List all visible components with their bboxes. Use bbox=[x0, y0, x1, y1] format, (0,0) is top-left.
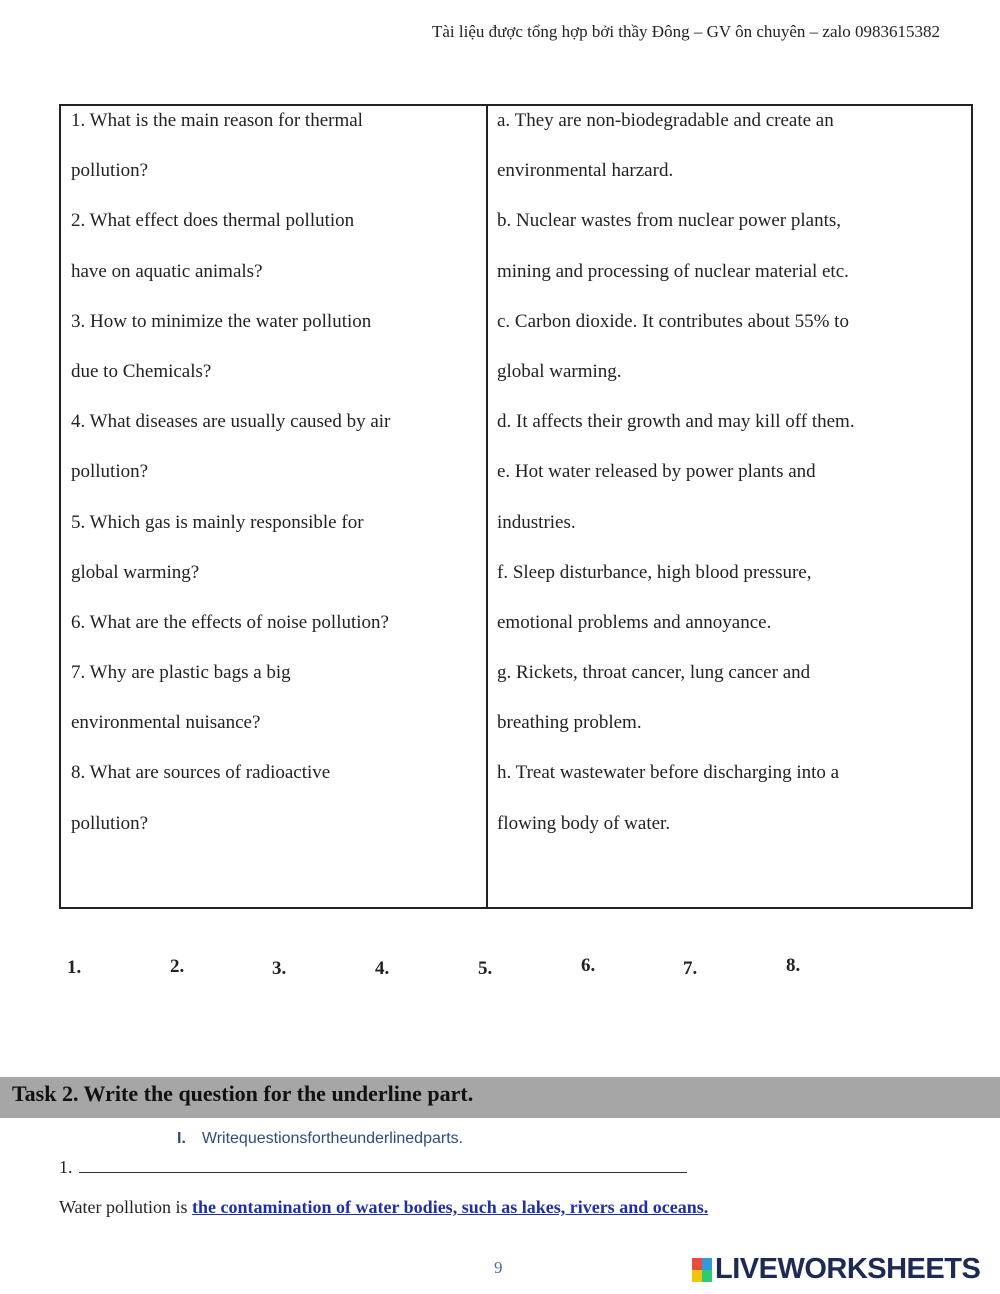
question-line: 2. What effect does thermal pollution bbox=[71, 210, 355, 232]
question-line: due to Chemicals? bbox=[71, 360, 212, 382]
subheading-number: I. bbox=[177, 1130, 186, 1147]
question-line: 1. What is the main reason for thermal bbox=[71, 110, 363, 131]
question-line: pollution? bbox=[71, 160, 149, 182]
answer-line: global warming. bbox=[497, 360, 622, 382]
answer-line: f. Sleep disturbance, high blood pressure, bbox=[497, 561, 812, 583]
answer-line: mining and processing of nuclear material etc. bbox=[497, 260, 849, 282]
matching-table bbox=[59, 104, 973, 909]
question-line: pollution? bbox=[71, 812, 149, 834]
question-line: 7. Why are plastic bags a big bbox=[71, 662, 291, 684]
question-1-answer-field[interactable] bbox=[79, 1154, 687, 1173]
question-line: environmental nuisance? bbox=[71, 712, 261, 734]
answer-slot-2[interactable]: 2. bbox=[170, 956, 185, 977]
answer-line: a. They are non-biodegradable and create an bbox=[497, 110, 834, 131]
subheading-text: Writequestionsfortheunderlinedparts. bbox=[201, 1130, 464, 1147]
answer-slot-1[interactable]: 1. bbox=[67, 957, 82, 978]
answer-key-row bbox=[0, 956, 1000, 986]
question-1-row bbox=[59, 1154, 687, 1178]
answer-slot-8[interactable]: 8. bbox=[786, 955, 801, 976]
answer-line: environmental harzard. bbox=[497, 160, 674, 182]
liveworksheets-brand[interactable] bbox=[692, 1253, 980, 1286]
answer-line: b. Nuclear wastes from nuclear power plants, bbox=[497, 210, 841, 232]
task2-subheading bbox=[177, 1130, 463, 1148]
answer-slot-4[interactable]: 4. bbox=[375, 958, 390, 979]
answer-line: breathing problem. bbox=[497, 712, 642, 734]
question-line: pollution? bbox=[71, 461, 149, 483]
answer-line: flowing body of water. bbox=[497, 812, 671, 834]
document-header: Tài liệu được tổng hợp bởi thầy Đông – GV ôn chuyên – zalo 0983615382 bbox=[431, 22, 940, 41]
question-line: 5. Which gas is mainly responsible for bbox=[71, 511, 364, 533]
answers-column bbox=[488, 106, 971, 907]
underlined-part: the contamination of water bodies, such as lakes, rivers and oceans. bbox=[192, 1197, 709, 1217]
answer-line: c. Carbon dioxide. It contributes about 55% to bbox=[497, 310, 849, 332]
answer-line: h. Treat wastewater before discharging into a bbox=[497, 762, 840, 784]
question-1-label: 1. bbox=[59, 1157, 73, 1177]
answer-line: e. Hot water released by power plants and bbox=[497, 461, 816, 483]
answer-line: emotional problems and annoyance. bbox=[497, 611, 772, 633]
brand-name: LIVEWORKSHEETS bbox=[715, 1253, 981, 1285]
question-line: 3. How to minimize the water pollution bbox=[71, 310, 372, 332]
sentence-prefix: Water pollution is bbox=[59, 1197, 193, 1217]
answer-slot-6[interactable]: 6. bbox=[581, 955, 596, 976]
question-1-sentence bbox=[59, 1197, 708, 1218]
answer-line: g. Rickets, throat cancer, lung cancer and bbox=[497, 662, 811, 684]
question-line: have on aquatic animals? bbox=[71, 260, 263, 282]
question-line: global warming? bbox=[71, 561, 200, 583]
answer-line: industries. bbox=[497, 511, 576, 533]
question-line: 6. What are the effects of noise pollution? bbox=[71, 611, 389, 633]
page-number: 9 bbox=[494, 1258, 503, 1277]
answer-slot-5[interactable]: 5. bbox=[478, 958, 493, 979]
answer-slot-7[interactable]: 7. bbox=[683, 958, 698, 979]
question-line: 8. What are sources of radioactive bbox=[71, 762, 331, 784]
question-line: 4. What diseases are usually caused by air bbox=[71, 411, 391, 433]
liveworksheets-logo-icon bbox=[692, 1258, 712, 1282]
questions-column bbox=[61, 106, 488, 907]
answer-slot-3[interactable]: 3. bbox=[272, 958, 287, 979]
answer-line: d. It affects their growth and may kill off them. bbox=[497, 411, 855, 433]
task2-heading: Task 2. Write the question for the underline part. bbox=[0, 1077, 1000, 1118]
